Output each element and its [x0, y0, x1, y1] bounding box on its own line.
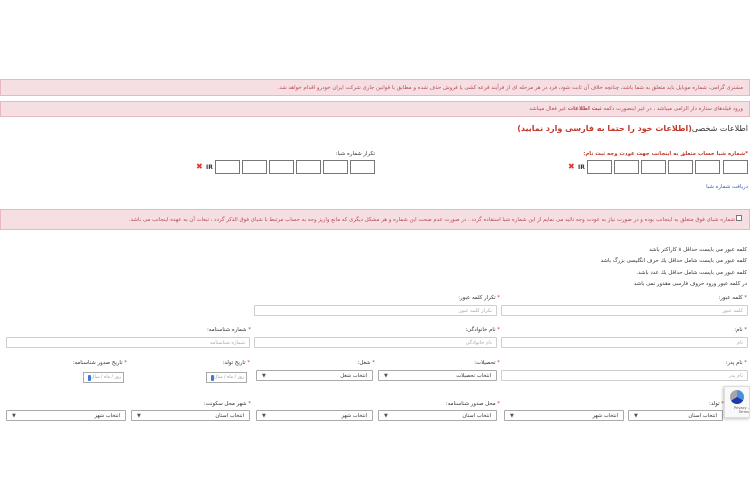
id-number-label: * شماره شناسنامه:	[206, 327, 251, 333]
chevron-down-icon: ▼	[137, 412, 141, 419]
id-issue-place-label: * محل صدور شناسنامه:	[445, 401, 500, 407]
shaba-prefix: IR	[578, 164, 585, 171]
shaba-digit-6[interactable]	[587, 160, 612, 174]
chevron-down-icon: ▼	[384, 372, 388, 379]
chevron-down-icon: ▼	[510, 412, 514, 419]
residence-city-label: * شهر محل سکونت:	[203, 401, 251, 407]
id-issue-province-value: انتخاب استان	[462, 412, 491, 419]
password-input[interactable]: کلمه عبور	[501, 305, 748, 316]
birth-date-placeholder: روز / ماه / سال	[214, 375, 244, 380]
birth-province-value: انتخاب استان	[688, 412, 717, 419]
star-notice-bold: ثبت اطلاعات	[567, 106, 602, 112]
section-note: (اطلاعات خود را حتما به فارسی وارد نمایید)	[517, 124, 692, 133]
birth-province-select[interactable]	[628, 410, 723, 421]
job-label: * شغل:	[357, 360, 375, 366]
calendar-icon	[88, 375, 91, 381]
shaba-repeat-label: تکرار شماره شبا:	[335, 151, 375, 157]
education-value: انتخاب تحصیلات	[456, 372, 491, 379]
shaba-repeat-digit-4[interactable]	[269, 160, 294, 174]
password-repeat-input[interactable]: تکرار کلمه عبور	[254, 305, 497, 316]
shaba-digit-3[interactable]	[668, 160, 693, 174]
shaba-repeat-digit-5[interactable]	[242, 160, 267, 174]
password-rule-2: کلمه عبور می بایست شامل حداقل یك حرف انگلیسی بزرگ باشد	[600, 258, 747, 264]
education-label: * تحصیلات:	[474, 360, 500, 366]
birth-place-label: * تولد:	[709, 401, 724, 407]
shaba-digit-4[interactable]	[641, 160, 666, 174]
mobile-notice-text: مشتری گرامی، شماره موبایل باید متعلق به شما باشد، چنانچه خلاف آن ثابت شود، فرد در هر مرحله ای از فرآیند قرعه کشی یا فروش حذف شده و مطابق با قوانین جاری شرکت ایران خودرو اقدام خواهد شد.	[277, 84, 743, 91]
residence-city-value: انتخاب شهر	[94, 412, 120, 419]
education-select[interactable]	[378, 370, 497, 381]
birth-city-select[interactable]	[504, 410, 624, 421]
agreement-box	[0, 209, 750, 230]
shaba-repeat-invalid-icon: ✖	[196, 162, 203, 171]
password-rule-4: در کلمه عبور ورود حروف فارسی مقدور نمی باشد	[633, 281, 747, 287]
id-number-input[interactable]: شماره شناسنامه	[6, 337, 250, 348]
id-issue-date-placeholder: روز / ماه / سال	[91, 375, 121, 380]
star-notice-prefix: ورود فیلدهای ستاره دار الزامی میباشد ، در غیر اینصورت دکمه	[603, 106, 743, 112]
chevron-down-icon: ▼	[384, 412, 388, 419]
password-repeat-label: * تکرار کلمه عبور:	[458, 295, 500, 301]
star-notice-suffix: غیر فعال میباشد	[529, 106, 566, 112]
recaptcha-icon	[730, 390, 744, 404]
job-select[interactable]	[256, 370, 373, 381]
shaba-repeat-digit-3[interactable]	[296, 160, 321, 174]
shaba-repeat-prefix: IR	[206, 164, 213, 171]
shaba-repeat-digit-1[interactable]	[350, 160, 375, 174]
last-name-label: * نام خانوادگی:	[465, 327, 500, 333]
required-fields-alert	[0, 101, 750, 117]
shaba-digit-1[interactable]	[723, 160, 748, 174]
father-name-label: * نام پدر:	[725, 360, 747, 366]
password-rule-1: کلمه عبور می بایست حداقل ۸ کاراکتر باشد	[649, 247, 747, 253]
recaptcha-badge[interactable]	[724, 386, 750, 418]
password-rule-3: کلمه عبور می بایست شامل حداقل یك عدد باشد.	[636, 270, 747, 276]
chevron-down-icon: ▼	[12, 412, 16, 419]
id-issue-province-select[interactable]	[378, 410, 497, 421]
calendar-icon	[211, 375, 214, 381]
first-name-input[interactable]: نام	[501, 337, 748, 348]
recaptcha-text[interactable]: Privacy - Terms	[733, 406, 749, 414]
chevron-down-icon: ▼	[262, 412, 266, 419]
chevron-down-icon: ▼	[262, 372, 266, 379]
shaba-digit-5[interactable]	[614, 160, 639, 174]
first-name-label: * نام:	[734, 327, 747, 333]
id-issue-date-label: * تاریخ صدور شناسنامه:	[72, 360, 127, 366]
section-title	[517, 124, 748, 133]
id-issue-city-select[interactable]	[256, 410, 373, 421]
section-title-text: اطلاعات شخصی	[691, 124, 748, 133]
password-label: * کلمه عبور:	[718, 295, 747, 301]
shaba-label: *شماره شبا حساب متعلق به اینجانب جهت عودت وجه ثبت نام:	[583, 151, 748, 157]
birth-city-value: انتخاب شهر	[592, 412, 618, 419]
shaba-digit-2[interactable]	[695, 160, 720, 174]
agreement-text: شماره شبای فوق متعلق به اینجانب بوده و در صورت نیاز به عودت وجه تائید می نمایم از این شماره شبا استفاده گردد . در صورت عدم صحت این شماره و هر مشکل دیگری که مانع واریز وجه به حساب مرتبط با شبای فوق الذکر گردد ، تبعات آن به عهده اینجانب می باشد.	[128, 216, 735, 223]
shaba-repeat-digit-2[interactable]	[323, 160, 348, 174]
residence-city-select[interactable]	[6, 410, 126, 421]
last-name-input[interactable]: نام خانوادگی	[254, 337, 497, 348]
mobile-notice-alert	[0, 79, 750, 96]
birth-date-input[interactable]	[206, 372, 247, 383]
agreement-checkbox[interactable]	[736, 215, 742, 221]
id-issue-city-value: انتخاب شهر	[341, 412, 367, 419]
receive-shaba-link[interactable]: دریافت شماره شبا	[706, 184, 748, 190]
chevron-down-icon: ▼	[634, 412, 638, 419]
residence-province-select[interactable]	[131, 410, 250, 421]
father-name-input[interactable]: نام پدر	[501, 370, 748, 381]
shaba-invalid-icon: ✖	[568, 162, 575, 171]
id-issue-date-input[interactable]	[83, 372, 124, 383]
shaba-repeat-digit-6[interactable]	[215, 160, 240, 174]
birth-date-label: * تاریخ تولد:	[222, 360, 250, 366]
job-value: انتخاب شغل	[340, 372, 367, 379]
residence-province-value: انتخاب استان	[215, 412, 244, 419]
